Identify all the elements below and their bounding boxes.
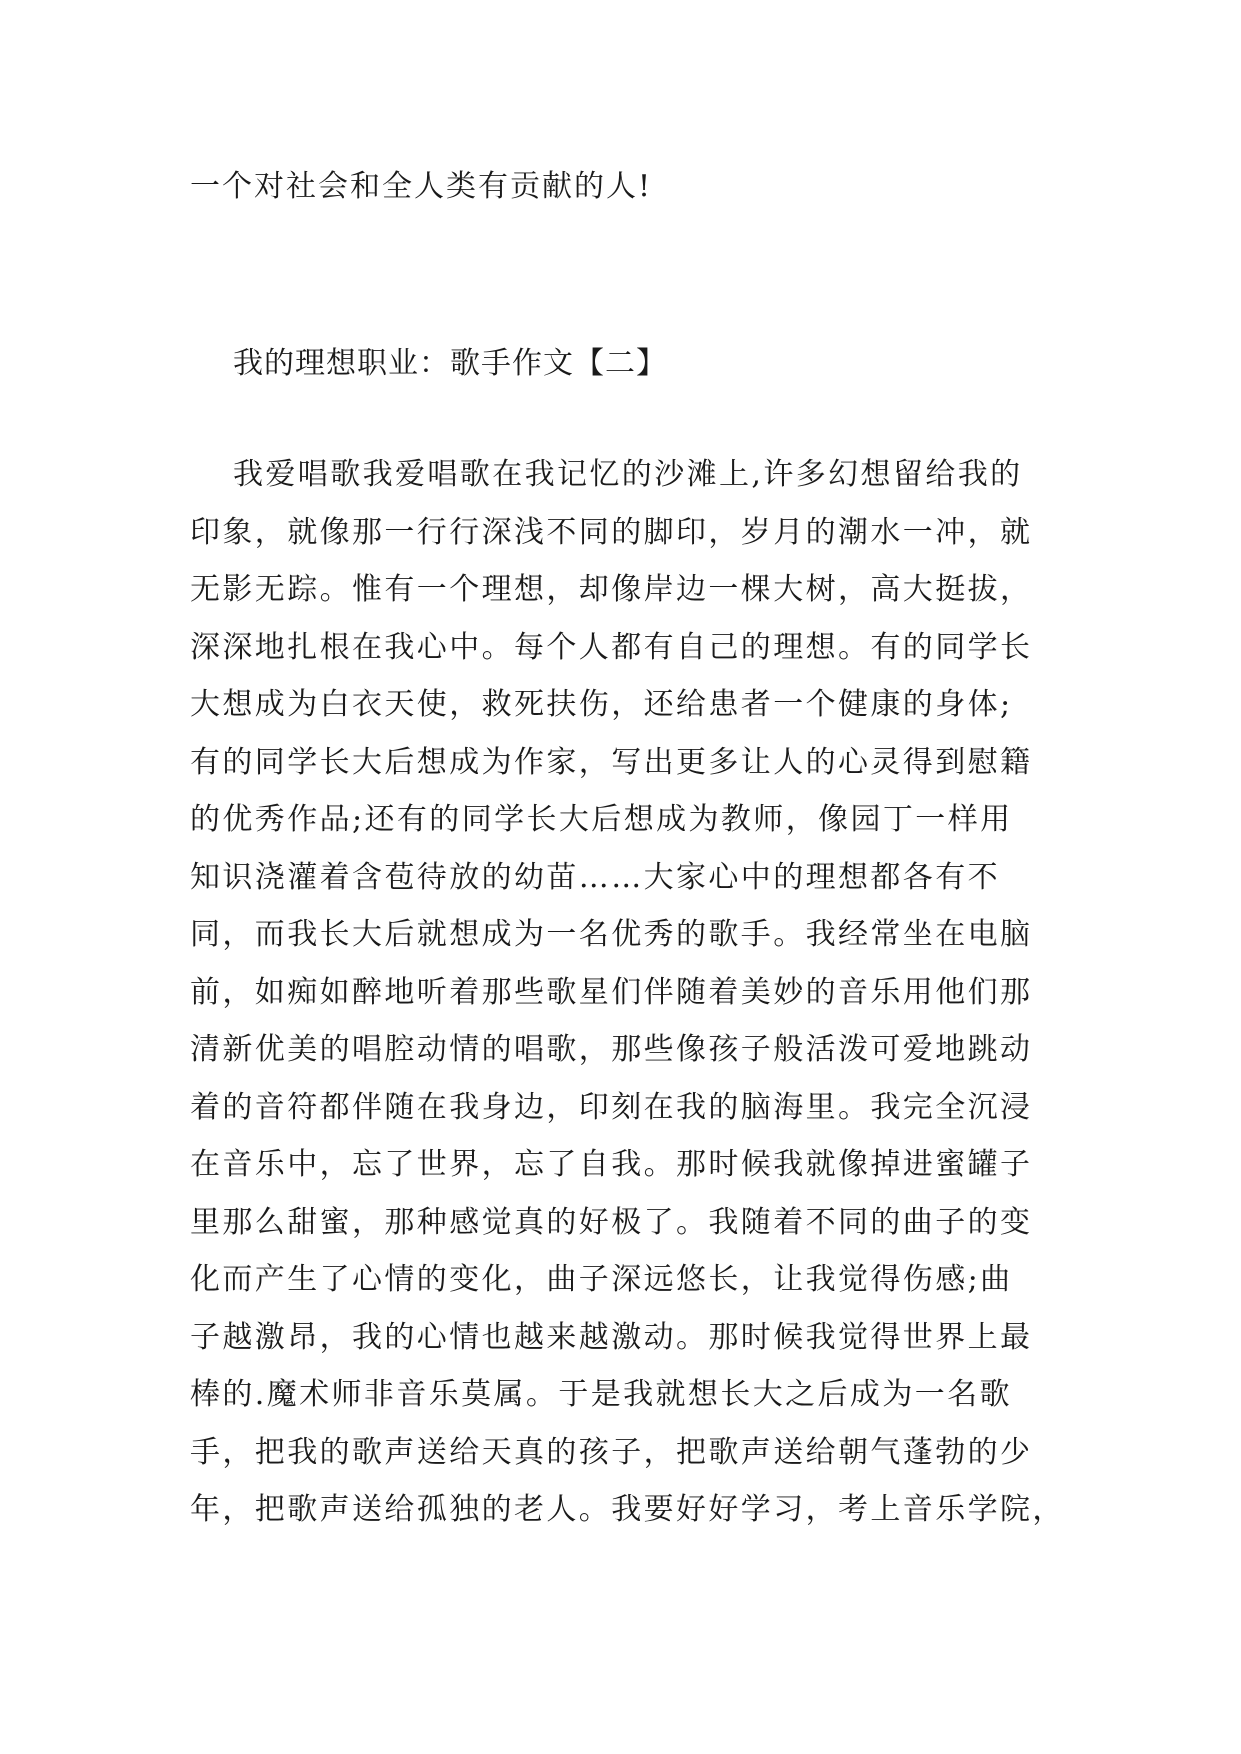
body-line: 棒的.魔术师非音乐莫属。于是我就想长大之后成为一名歌: [190, 1377, 1012, 1412]
body-line: 化而产生了心情的变化，曲子深远悠长，让我觉得伤感;曲: [190, 1262, 1013, 1297]
body-line: 清新优美的唱腔动情的唱歌，那些像孩子般活泼可爱地跳动: [190, 1032, 1033, 1067]
body-line: 同，而我长大后就想成为一名优秀的歌手。我经常坐在电脑: [190, 917, 1033, 952]
body-line: 前，如痴如醉地听着那些歌星们伴随着美妙的音乐用他们那: [190, 974, 1033, 1010]
body-line: 我爱唱歌我爱唱歌在我记忆的沙滩上,许多幻想留给我的: [233, 457, 1023, 492]
body-line: 的优秀作品;还有的同学长大后想成为教师，像园丁一样用: [190, 802, 1013, 837]
body-paragraph: [190, 455, 1070, 1548]
closing-line: 一个对社会和全人类有贡献的人!: [190, 169, 653, 204]
body-line: 年，把歌声送给孤独的老人。我要好好学习，考上音乐学院，: [190, 1492, 1065, 1527]
body-line: 有的同学长大后想成为作家，写出更多让人的心灵得到慰籍: [190, 744, 1033, 780]
body-line: 子越激昂，我的心情也越来越激动。那时候我觉得世界上最: [190, 1319, 1033, 1355]
body-line: 大想成为白衣天使，救死扶伤，还给患者一个健康的身体;: [190, 687, 1013, 722]
body-line: 无影无踪。惟有一个理想，却像岸边一棵大树，高大挺拔，: [190, 572, 1033, 607]
body-line: 印象，就像那一行行深浅不同的脚印，岁月的潮水一冲，就: [190, 514, 1033, 550]
section-heading: 我的理想职业：歌手作文【二】: [233, 346, 667, 381]
body-line: 着的音符都伴随在我身边，印刻在我的脑海里。我完全沉浸: [190, 1089, 1033, 1125]
body-line: 手，把我的歌声送给天真的孩子，把歌声送给朝气蓬勃的少: [190, 1434, 1033, 1470]
body-line: 里那么甜蜜，那种感觉真的好极了。我随着不同的曲子的变: [190, 1204, 1033, 1240]
body-line: 在音乐中，忘了世界，忘了自我。那时候我就像掉进蜜罐子: [190, 1147, 1033, 1182]
body-line: 知识浇灌着含苞待放的幼苗……大家心中的理想都各有不: [190, 859, 1000, 895]
body-line: 深深地扎根在我心中。每个人都有自己的理想。有的同学长: [190, 629, 1033, 665]
